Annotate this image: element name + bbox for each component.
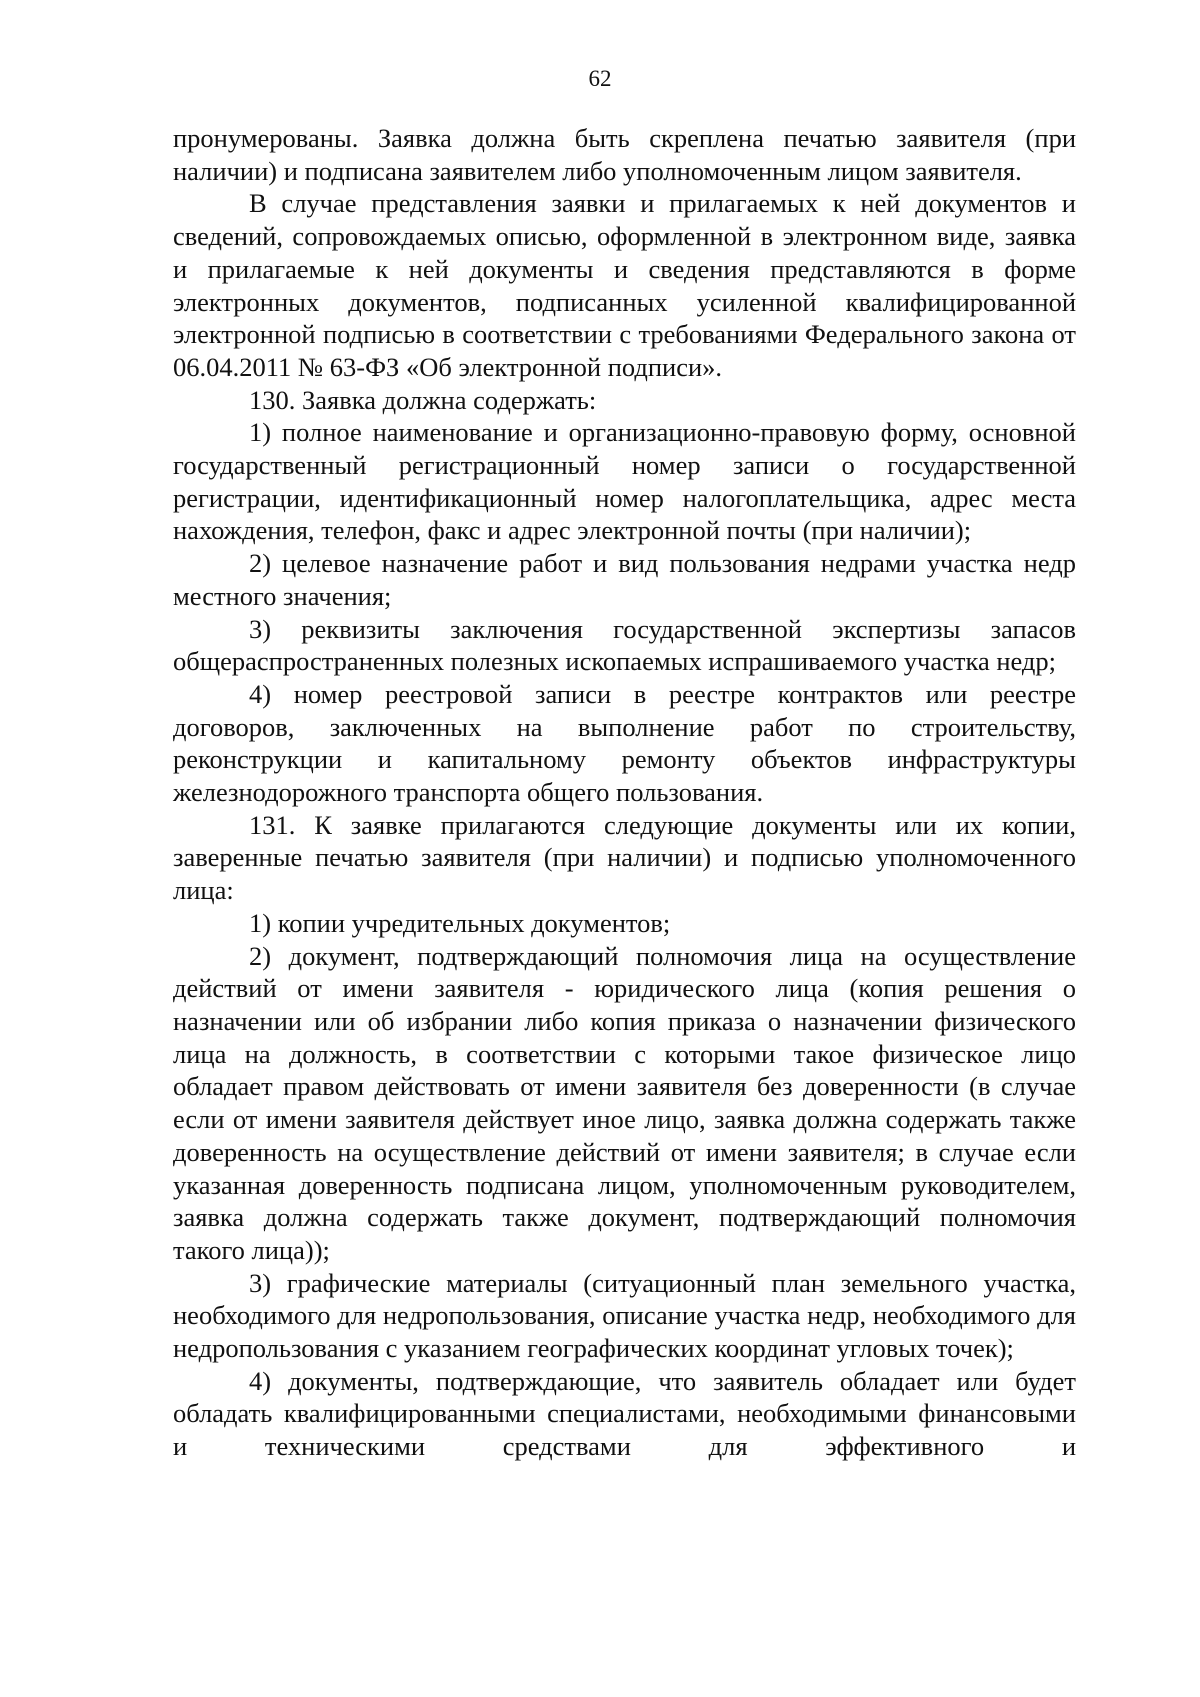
paragraph-131-item-2: 2) документ, подтверждающий полномочия лица на осуществление действий от имени заявителя - юридического лица (копия решения о назначении или об избрании либо копия приказа о назначении физического лица на должность, в соответствии с которыми такое физическое лицо обладает правом действовать от имени заявителя без доверенности (в случае если от имени заявителя действует иное лицо, заявка должна содержать также доверенность на осуществление действий от имени заявителя; в случае если указанная доверенность подписана лицом, уполномоченным руководителем, заявка должна содержать также документ, подтверждающий полномочия такого лица)); bbox=[173, 940, 1076, 1265]
page-number: 62 bbox=[588, 66, 612, 91]
paragraph-130-item-3: 3) реквизиты заключения государственной экспертизы запасов общераспространенных полезных ископаемых испрашиваемого участка недр; bbox=[173, 613, 1076, 677]
paragraph-130-heading: 130. Заявка должна содержать: bbox=[249, 384, 597, 415]
paragraph-electronic-submission: В случае представления заявки и прилагаемых к ней документов и сведений, сопровождаемых описью, оформленной в электронном виде, заявка и прилагаемые к ней документы и сведения представляются в форме электронных документов, подписанных усиленной квалифицированной электронной подписью в соответствии с требованиями Федерального закона от 06.04.2011 № 63-ФЗ «Об электронной подписи». bbox=[173, 188, 1076, 382]
paragraph-131-item-4: 4) документы, подтверждающие, что заявитель обладает или будет обладать квалифицированными специалистами, необходимыми финансовыми и техническими средствами для эффективного и bbox=[173, 1365, 1076, 1462]
paragraph-130-item-4: 4) номер реестровой записи в реестре контрактов или реестре договоров, заключенных на выполнение работ по строительству, реконструкции и капитальному ремонту объектов инфраструктуры железнодорожного транспорта общего пользования. bbox=[173, 678, 1076, 808]
document-body bbox=[173, 122, 1076, 1463]
paragraph-130-item-1: 1) полное наименование и организационно-правовую форму, основной государственный регистрационный номер записи о государственной регистрации, идентификационный номер налогоплательщика, адрес места нахождения, телефон, факс и адрес электронной почты (при наличии); bbox=[173, 417, 1076, 546]
paragraph-130-item-2: 2) целевое назначение работ и вид пользования недрами участка недр местного значения; bbox=[173, 548, 1076, 611]
paragraph-131-item-1: 1) копии учредительных документов; bbox=[249, 907, 671, 938]
paragraph-131-item-3: 3) графические материалы (ситуационный план земельного участка, необходимого для недропользования, описание участка недр, необходимого для недропользования с указанием географических координат угловых точек); bbox=[173, 1267, 1076, 1364]
paragraph-continuation: пронумерованы. Заявка должна быть скреплена печатью заявителя (при наличии) и подписана заявителем либо уполномоченным лицом заявителя. bbox=[173, 123, 1076, 186]
paragraph-131-heading: 131. К заявке прилагаются следующие документы или их копии, заверенные печатью заявителя (при наличии) и подписью уполномоченного лица: bbox=[173, 809, 1076, 906]
